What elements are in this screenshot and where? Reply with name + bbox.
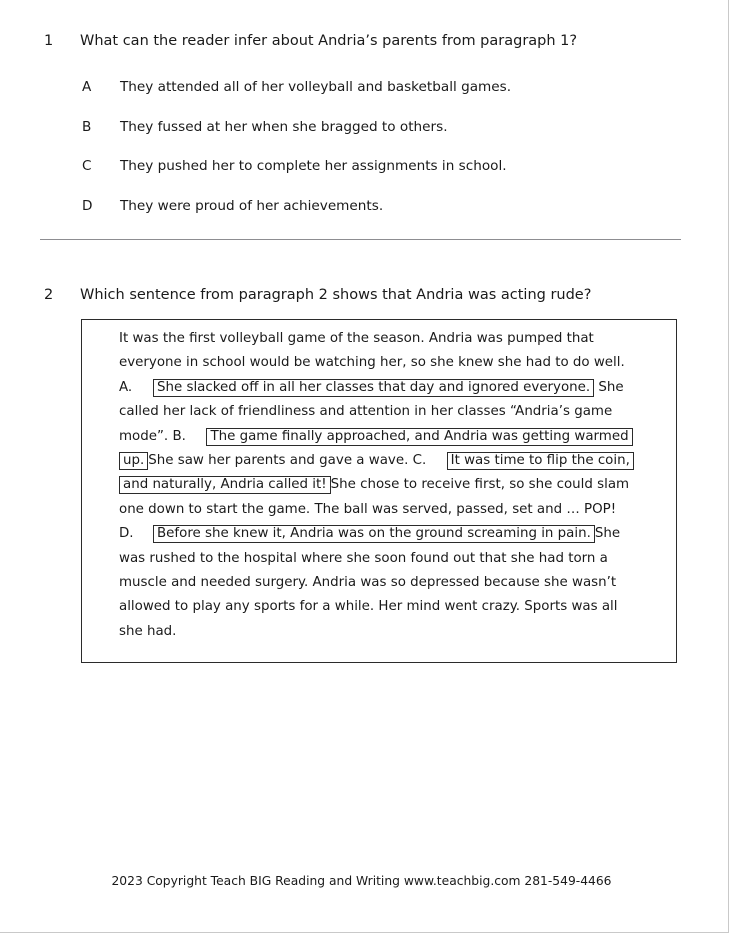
choice-text-b: They fussed at her when she bragged to others. bbox=[120, 118, 448, 135]
passage-boxed-sentence-c[interactable]: It was time to flip the coin, and naturally, Andria called it! bbox=[119, 452, 634, 494]
passage-option-label-b: B. bbox=[172, 428, 186, 444]
passage-segment-5: She was rushed to the hospital where she soon found out that she had torn a muscle and needed surgery. Andria was so depressed because she wasn’t allowed to play any sports for a while. Her mind went crazy. Sports was all she had. bbox=[119, 526, 621, 639]
footer-copyright: 2023 Copyright Teach BIG Reading and Writing www.teachbig.com 281-549-4466 bbox=[111, 874, 612, 888]
choice-option-c[interactable] bbox=[82, 156, 684, 176]
question-1-number: 1 bbox=[44, 33, 54, 49]
passage-option-label-d: D. bbox=[119, 526, 134, 542]
choice-letter-a: A bbox=[82, 79, 92, 95]
choice-text-a: They attended all of her volleyball and basketball games. bbox=[120, 79, 512, 95]
choice-option-d[interactable] bbox=[82, 196, 684, 216]
question-2-block bbox=[44, 284, 684, 306]
choice-text-c: They pushed her to complete her assignments in school. bbox=[120, 158, 507, 174]
choice-letter-d: D bbox=[82, 197, 93, 214]
passage-boxed-sentence-b[interactable]: The game finally approached, and Andria was getting warmed up. bbox=[119, 428, 633, 470]
passage-segment-1: It was the first volleyball game of the season. Andria was pumped that everyone in school would be watching her, so she knew she had to do well. bbox=[119, 331, 625, 371]
question-2-heading bbox=[44, 284, 684, 306]
passage-box bbox=[81, 319, 677, 663]
passage-segment-4: She chose to receive first, so she could slam one down to start the game. The ball was served, passed, set and … POP! bbox=[119, 477, 630, 517]
question-1-heading bbox=[44, 30, 684, 52]
question-1-prompt: What can the reader infer about Andria’s parents from paragraph 1? bbox=[80, 33, 578, 49]
question-2-prompt: Which sentence from paragraph 2 shows that Andria was acting rude? bbox=[80, 287, 592, 303]
passage-boxed-sentence-a[interactable]: She slacked off in all her classes that day and ignored everyone. bbox=[153, 379, 594, 397]
passage-segment-2: She called her lack of friendliness and attention in her classes “Andria’s game mode”. bbox=[119, 379, 624, 444]
section-divider bbox=[40, 239, 681, 240]
choice-option-b[interactable] bbox=[82, 117, 684, 137]
choice-text-d: They were proud of her achievements. bbox=[120, 197, 384, 214]
passage-paragraph bbox=[119, 327, 643, 644]
passage-option-label-a: A. bbox=[119, 379, 133, 395]
choice-option-a[interactable] bbox=[82, 77, 684, 97]
question-1-block bbox=[44, 30, 684, 235]
choice-letter-b: B bbox=[82, 118, 92, 135]
passage-segment-3: She saw her parents and gave a wave. bbox=[148, 453, 409, 469]
choice-letter-c: C bbox=[82, 158, 92, 174]
question-1-choices bbox=[44, 77, 684, 216]
passage-boxed-sentence-d[interactable]: Before she knew it, Andria was on the ground screaming in pain. bbox=[153, 525, 595, 543]
passage-text bbox=[119, 327, 643, 644]
passage-option-label-c: C. bbox=[412, 453, 427, 469]
question-2-number: 2 bbox=[44, 287, 54, 303]
